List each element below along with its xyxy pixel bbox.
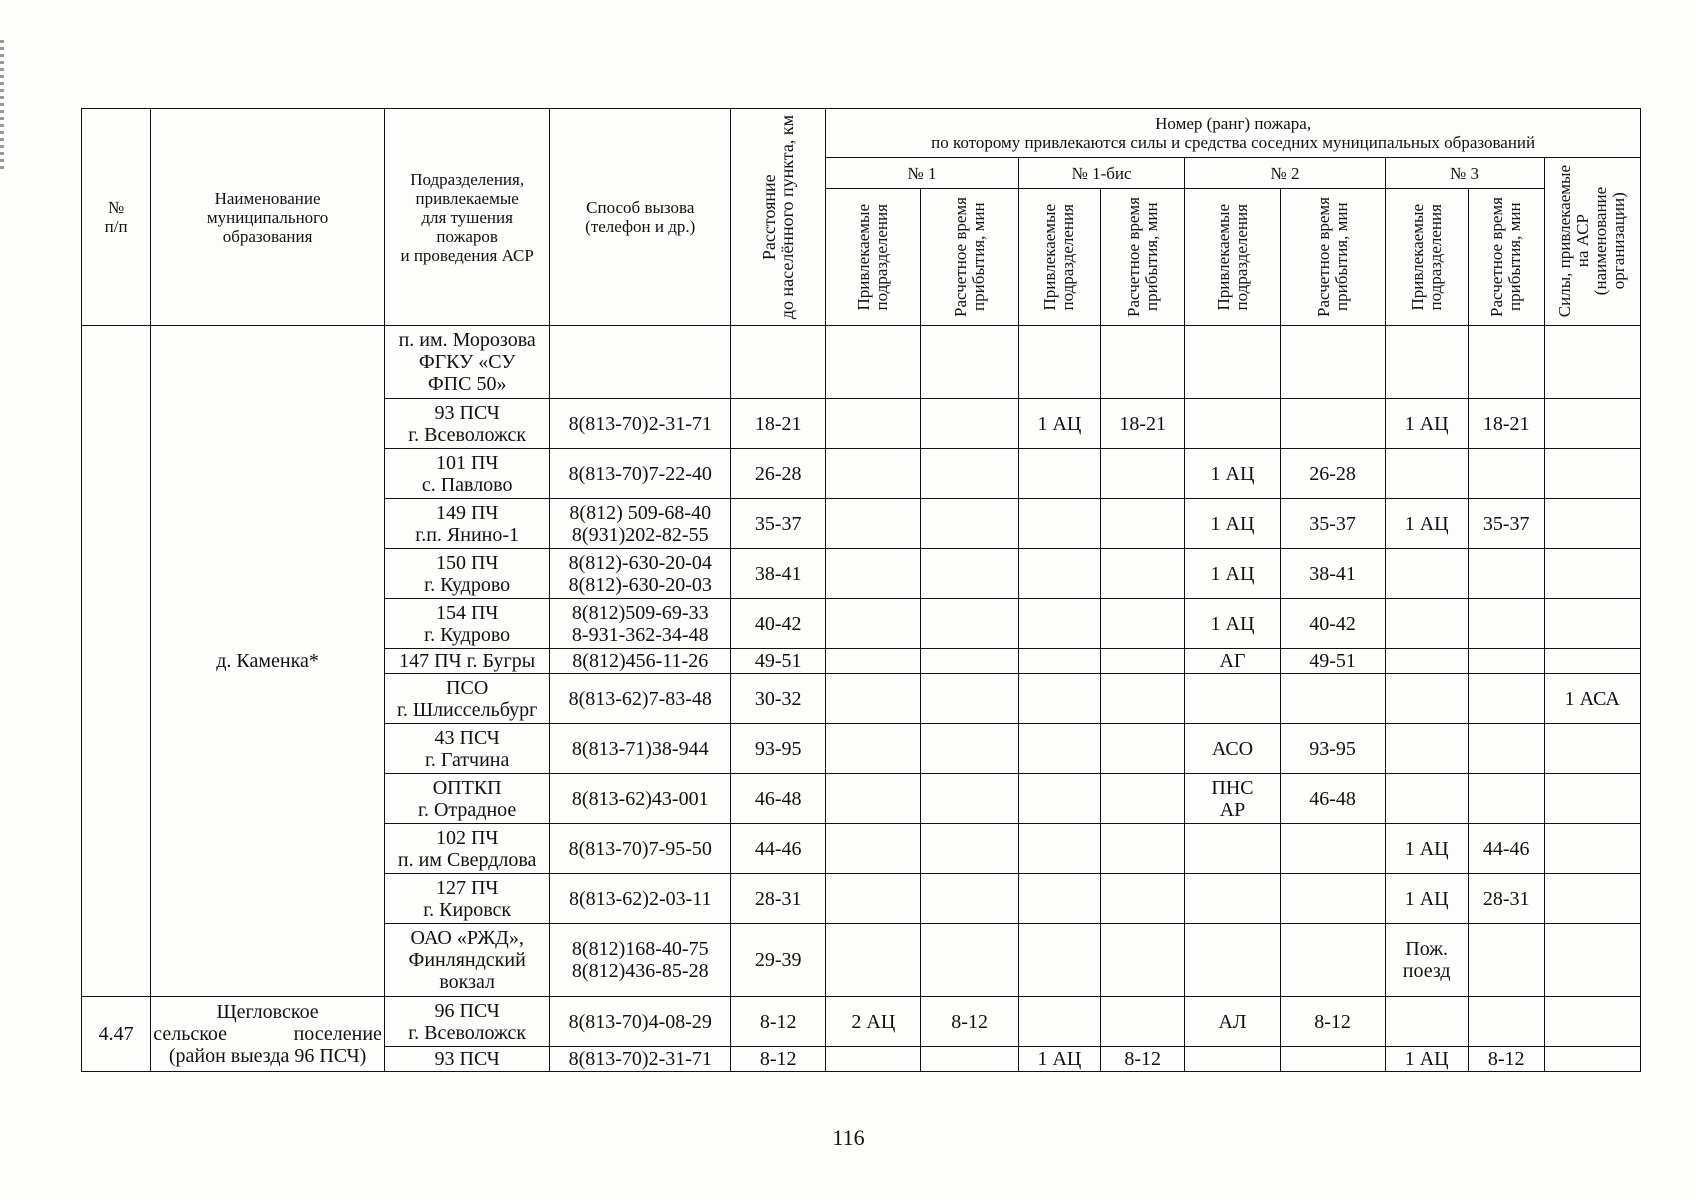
phone-cell: 8(813-70)7-95-50 <box>550 824 731 874</box>
rank1-time-cell <box>921 674 1018 724</box>
table-row <box>82 997 1641 1047</box>
rank1bis-time-cell <box>1101 549 1185 599</box>
asr-cell <box>1544 326 1640 399</box>
table-body <box>82 326 1641 1072</box>
rank1bis-units-cell <box>1018 599 1100 649</box>
rank1bis-units-cell <box>1018 724 1100 774</box>
unit-cell: ПСО г. Шлиссельбург <box>384 674 550 724</box>
municipality-name-line: сельское поселение <box>153 1023 382 1045</box>
distance-cell: 26-28 <box>731 449 826 499</box>
rank1-time-cell <box>921 326 1018 399</box>
asr-cell <box>1544 499 1640 549</box>
distance-cell: 38-41 <box>731 549 826 599</box>
rank2-units-cell: ПНС АР <box>1185 774 1280 824</box>
phone-cell: 8(812) 509-68-40 8(931)202-82-55 <box>550 499 731 549</box>
rank3-time-cell: 44-46 <box>1468 824 1544 874</box>
rank1-units-cell <box>826 549 921 599</box>
distance-cell: 18-21 <box>731 399 826 449</box>
rank1-time-cell: 8-12 <box>921 997 1018 1047</box>
rank1-time-cell <box>921 649 1018 674</box>
rank1bis-time-cell <box>1101 326 1185 399</box>
phone-cell: 8(813-62)43-001 <box>550 774 731 824</box>
header-units: Подразделения, привлекаемые для тушения пожаров и проведения АСР <box>384 109 550 326</box>
row-number-cell: 4.47 <box>82 997 151 1072</box>
unit-cell: 101 ПЧ с. Павлово <box>384 449 550 499</box>
rank3-time-cell <box>1468 649 1544 674</box>
rank2-units-cell <box>1185 824 1280 874</box>
rank2-units-cell: АСО <box>1185 724 1280 774</box>
rank3-time-cell: 8-12 <box>1468 1047 1544 1072</box>
municipality-name-line: Щегловское <box>216 1001 319 1023</box>
rank2-time-cell <box>1280 924 1385 997</box>
municipality-name-cell <box>151 326 385 997</box>
distance-cell: 40-42 <box>731 599 826 649</box>
rank3-units-cell: 1 АЦ <box>1385 499 1468 549</box>
rank2-time-cell <box>1280 824 1385 874</box>
phone-cell: 8(813-70)7-22-40 <box>550 449 731 499</box>
rank1-time-cell <box>921 824 1018 874</box>
rank2-time-cell <box>1280 399 1385 449</box>
distance-cell <box>731 326 826 399</box>
phone-cell: 8(812)-630-20-04 8(812)-630-20-03 <box>550 549 731 599</box>
rank1bis-time-cell <box>1101 649 1185 674</box>
asr-cell <box>1544 824 1640 874</box>
rank2-time-cell: 46-48 <box>1280 774 1385 824</box>
rank1-time-cell <box>921 924 1018 997</box>
header-rank-title: Номер (ранг) пожара, по которому привлекаются силы и средства соседних муниципальных образований <box>826 109 1641 158</box>
unit-cell: 96 ПСЧ г. Всеволожск <box>384 997 550 1047</box>
rank2-units-cell <box>1185 1047 1280 1072</box>
rank1-units-cell <box>826 774 921 824</box>
rank1-units-cell <box>826 874 921 924</box>
distance-cell: 46-48 <box>731 774 826 824</box>
rank3-time-cell <box>1468 724 1544 774</box>
rank1bis-units-cell <box>1018 997 1100 1047</box>
asr-cell <box>1544 549 1640 599</box>
scan-edge-mark <box>0 40 4 170</box>
rank1bis-units-cell <box>1018 674 1100 724</box>
rank1-units-cell <box>826 674 921 724</box>
header-r1bis-time: Расчетное время прибытия, мин <box>1101 189 1185 326</box>
rank2-time-cell <box>1280 874 1385 924</box>
distance-cell: 49-51 <box>731 649 826 674</box>
rank3-units-cell <box>1385 449 1468 499</box>
municipality-name-line: д. Каменка* <box>216 650 319 672</box>
header-r3-time: Расчетное время прибытия, мин <box>1468 189 1544 326</box>
unit-cell: 154 ПЧ г. Кудрово <box>384 599 550 649</box>
asr-cell: 1 АСА <box>1544 674 1640 724</box>
rank2-time-cell: 26-28 <box>1280 449 1385 499</box>
distance-cell: 44-46 <box>731 824 826 874</box>
page-number: 116 <box>832 1125 865 1150</box>
asr-cell <box>1544 399 1640 449</box>
unit-cell: ОПТКП г. Отрадное <box>384 774 550 824</box>
asr-cell <box>1544 599 1640 649</box>
rank1-time-cell <box>921 549 1018 599</box>
rank3-time-cell: 35-37 <box>1468 499 1544 549</box>
distance-cell: 93-95 <box>731 724 826 774</box>
rank3-units-cell: 1 АЦ <box>1385 399 1468 449</box>
phone-cell: 8(813-70)2-31-71 <box>550 399 731 449</box>
rank2-units-cell: 1 АЦ <box>1185 599 1280 649</box>
rank1-time-cell <box>921 724 1018 774</box>
header-call-method: Способ вызова (телефон и др.) <box>550 109 731 326</box>
distance-cell: 35-37 <box>731 499 826 549</box>
rank3-units-cell <box>1385 997 1468 1047</box>
rank3-units-cell <box>1385 649 1468 674</box>
rank2-time-cell <box>1280 674 1385 724</box>
header-num: № п/п <box>82 109 151 326</box>
table-row <box>82 326 1641 399</box>
row-number-cell <box>82 326 151 997</box>
rank1-time-cell <box>921 599 1018 649</box>
rank1-units-cell: 2 АЦ <box>826 997 921 1047</box>
rank3-units-cell <box>1385 724 1468 774</box>
rank2-time-cell: 40-42 <box>1280 599 1385 649</box>
asr-cell <box>1544 724 1640 774</box>
rank1-units-cell <box>826 724 921 774</box>
rank3-time-cell: 18-21 <box>1468 399 1544 449</box>
asr-cell <box>1544 1047 1640 1072</box>
rank2-units-cell: 1 АЦ <box>1185 549 1280 599</box>
rank1bis-units-cell: 1 АЦ <box>1018 1047 1100 1072</box>
rank2-time-cell: 8-12 <box>1280 997 1385 1047</box>
rank1bis-units-cell <box>1018 824 1100 874</box>
rank1bis-time-cell <box>1101 924 1185 997</box>
rank3-time-cell <box>1468 774 1544 824</box>
rank1-time-cell <box>921 399 1018 449</box>
rank1-units-cell <box>826 399 921 449</box>
rank3-units-cell <box>1385 599 1468 649</box>
phone-cell: 8(813-70)4-08-29 <box>550 997 731 1047</box>
rank2-time-cell: 38-41 <box>1280 549 1385 599</box>
rank1bis-units-cell <box>1018 924 1100 997</box>
unit-cell: 147 ПЧ г. Бугры <box>384 649 550 674</box>
unit-cell: 127 ПЧ г. Кировск <box>384 874 550 924</box>
asr-cell <box>1544 449 1640 499</box>
distance-cell: 8-12 <box>731 1047 826 1072</box>
rank1bis-time-cell <box>1101 824 1185 874</box>
phone-cell: 8(812)456-11-26 <box>550 649 731 674</box>
rank1bis-time-cell <box>1101 724 1185 774</box>
phone-cell: 8(813-62)7-83-48 <box>550 674 731 724</box>
header-distance: Расстояние до населённого пункта, км <box>731 109 826 326</box>
unit-cell: 43 ПСЧ г. Гатчина <box>384 724 550 774</box>
unit-cell: 150 ПЧ г. Кудрово <box>384 549 550 599</box>
rank1-units-cell <box>826 1047 921 1072</box>
rank3-time-cell <box>1468 599 1544 649</box>
fire-forces-table <box>81 108 1641 1072</box>
rank1-time-cell <box>921 874 1018 924</box>
rank3-units-cell <box>1385 326 1468 399</box>
header-rank-1bis: № 1-бис <box>1018 158 1185 189</box>
rank2-units-cell: АЛ <box>1185 997 1280 1047</box>
rank2-time-cell: 93-95 <box>1280 724 1385 774</box>
asr-cell <box>1544 774 1640 824</box>
rank2-units-cell: 1 АЦ <box>1185 449 1280 499</box>
rank1-time-cell <box>921 1047 1018 1072</box>
rank3-time-cell: 28-31 <box>1468 874 1544 924</box>
rank1bis-time-cell <box>1101 499 1185 549</box>
rank1bis-time-cell: 8-12 <box>1101 1047 1185 1072</box>
rank3-units-cell <box>1385 774 1468 824</box>
distance-cell: 29-39 <box>731 924 826 997</box>
rank1bis-units-cell <box>1018 326 1100 399</box>
phone-cell: 8(812)168-40-75 8(812)436-85-28 <box>550 924 731 997</box>
rank3-time-cell <box>1468 997 1544 1047</box>
rank3-time-cell <box>1468 449 1544 499</box>
phone-cell: 8(813-70)2-31-71 <box>550 1047 731 1072</box>
header-rank-3: № 3 <box>1385 158 1544 189</box>
rank2-units-cell <box>1185 874 1280 924</box>
asr-cell <box>1544 997 1640 1047</box>
header-rank-2: № 2 <box>1185 158 1385 189</box>
rank3-time-cell <box>1468 674 1544 724</box>
rank2-units-cell <box>1185 326 1280 399</box>
rank1bis-units-cell <box>1018 649 1100 674</box>
rank1bis-units-cell <box>1018 774 1100 824</box>
rank2-time-cell: 35-37 <box>1280 499 1385 549</box>
rank2-time-cell <box>1280 1047 1385 1072</box>
rank1bis-units-cell: 1 АЦ <box>1018 399 1100 449</box>
rank1-units-cell <box>826 924 921 997</box>
asr-cell <box>1544 924 1640 997</box>
rank1bis-time-cell <box>1101 774 1185 824</box>
rank1-time-cell <box>921 499 1018 549</box>
phone-cell: 8(812)509-69-33 8-931-362-34-48 <box>550 599 731 649</box>
header-asr-forces: Силы, привлекаемые на АСР (наименование организации) <box>1544 158 1640 326</box>
rank2-units-cell <box>1185 924 1280 997</box>
header-r3-units: Привлекаемые подразделения <box>1385 189 1468 326</box>
rank1-time-cell <box>921 449 1018 499</box>
distance-cell: 30-32 <box>731 674 826 724</box>
phone-cell <box>550 326 731 399</box>
rank1-units-cell <box>826 326 921 399</box>
header-r2-units: Привлекаемые подразделения <box>1185 189 1280 326</box>
municipality-name-cell <box>151 997 385 1072</box>
distance-cell: 8-12 <box>731 997 826 1047</box>
rank1bis-units-cell <box>1018 449 1100 499</box>
rank3-units-cell: Пож. поезд <box>1385 924 1468 997</box>
rank1bis-units-cell <box>1018 499 1100 549</box>
rank1-time-cell <box>921 774 1018 824</box>
rank1bis-units-cell <box>1018 874 1100 924</box>
header-r1-units: Привлекаемые подразделения <box>826 189 921 326</box>
unit-cell: 149 ПЧ г.п. Янино-1 <box>384 499 550 549</box>
rank1bis-time-cell <box>1101 997 1185 1047</box>
rank2-time-cell <box>1280 326 1385 399</box>
municipality-name-line: (район выезда 96 ПСЧ) <box>168 1045 367 1067</box>
rank2-time-cell: 49-51 <box>1280 649 1385 674</box>
rank1bis-time-cell <box>1101 674 1185 724</box>
unit-cell: п. им. Морозова ФГКУ «СУ ФПС 50» <box>384 326 550 399</box>
rank1-units-cell <box>826 649 921 674</box>
rank1-units-cell <box>826 499 921 549</box>
rank1-units-cell <box>826 824 921 874</box>
asr-cell <box>1544 874 1640 924</box>
unit-cell: 93 ПСЧ г. Всеволожск <box>384 399 550 449</box>
phone-cell: 8(813-62)2-03-11 <box>550 874 731 924</box>
header-r1bis-units: Привлекаемые подразделения <box>1018 189 1100 326</box>
unit-cell: 93 ПСЧ <box>384 1047 550 1072</box>
header-municipality: Наименование муниципального образования <box>151 109 385 326</box>
rank3-time-cell <box>1468 326 1544 399</box>
header-rank-1: № 1 <box>826 158 1019 189</box>
rank3-units-cell <box>1385 674 1468 724</box>
rank2-units-cell: АГ <box>1185 649 1280 674</box>
rank3-time-cell <box>1468 924 1544 997</box>
rank1bis-units-cell <box>1018 549 1100 599</box>
rank2-units-cell: 1 АЦ <box>1185 499 1280 549</box>
rank1bis-time-cell <box>1101 599 1185 649</box>
rank3-units-cell <box>1385 549 1468 599</box>
rank3-time-cell <box>1468 549 1544 599</box>
distance-cell: 28-31 <box>731 874 826 924</box>
header-r1-time: Расчетное время прибытия, мин <box>921 189 1018 326</box>
rank2-units-cell <box>1185 399 1280 449</box>
rank1bis-time-cell <box>1101 874 1185 924</box>
unit-cell: 102 ПЧ п. им Свердлова <box>384 824 550 874</box>
header-r2-time: Расчетное время прибытия, мин <box>1280 189 1385 326</box>
rank2-units-cell <box>1185 674 1280 724</box>
rank3-units-cell: 1 АЦ <box>1385 1047 1468 1072</box>
asr-cell <box>1544 649 1640 674</box>
rank3-units-cell: 1 АЦ <box>1385 874 1468 924</box>
rank1bis-time-cell <box>1101 449 1185 499</box>
phone-cell: 8(813-71)38-944 <box>550 724 731 774</box>
rank3-units-cell: 1 АЦ <box>1385 824 1468 874</box>
rank1-units-cell <box>826 449 921 499</box>
rank1-units-cell <box>826 599 921 649</box>
rank1bis-time-cell: 18-21 <box>1101 399 1185 449</box>
unit-cell: ОАО «РЖД», Финляндский вокзал <box>384 924 550 997</box>
